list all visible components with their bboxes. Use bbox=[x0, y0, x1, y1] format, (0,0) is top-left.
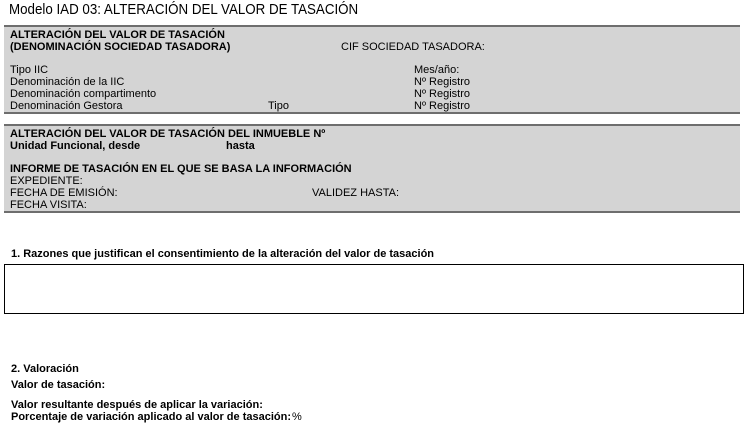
section1-heading: 1. Razones que justifican el consentimiento de la alteración del valor de tasación bbox=[11, 248, 435, 260]
validez-hasta-label: VALIDEZ HASTA: bbox=[312, 187, 400, 199]
denominacion-compartimento-label: Denominación compartimento bbox=[10, 88, 157, 100]
header-info-box bbox=[4, 25, 740, 114]
porcentaje-label: Porcentaje de variación aplicado al valor de tasación: bbox=[11, 411, 291, 423]
denominacion-iic-label: Denominación de la IIC bbox=[10, 76, 125, 88]
section2-heading: 2. Valoración bbox=[11, 363, 79, 375]
n-registro-label-2: Nº Registro bbox=[414, 88, 470, 100]
informe-heading: INFORME DE TASACIÓN EN EL QUE SE BASA LA INFORMACIÓN bbox=[10, 163, 352, 175]
fecha-emision-label: FECHA DE EMISIÓN: bbox=[10, 187, 118, 199]
mes-ano-label: Mes/año: bbox=[414, 64, 460, 76]
box1-subheading: (DENOMINACIÓN SOCIEDAD TASADORA) bbox=[10, 41, 231, 53]
box1-heading: ALTERACIÓN DEL VALOR DE TASACIÓN bbox=[10, 29, 225, 41]
reasons-textbox[interactable] bbox=[4, 264, 744, 314]
fecha-visita-label: FECHA VISITA: bbox=[10, 199, 87, 211]
unidad-funcional-label: Unidad Funcional, desde bbox=[10, 140, 141, 152]
n-registro-label-1: Nº Registro bbox=[414, 76, 470, 88]
expediente-label: EXPEDIENTE: bbox=[10, 175, 83, 187]
valor-tasacion-label: Valor de tasación: bbox=[11, 379, 106, 391]
valor-resultante-label: Valor resultante después de aplicar la variación: bbox=[11, 399, 263, 411]
n-registro-label-3: Nº Registro bbox=[414, 100, 470, 112]
page-title: Modelo IAD 03: ALTERACIÓN DEL VALOR DE TASACIÓN bbox=[9, 2, 359, 18]
tipo-iic-label: Tipo IIC bbox=[10, 64, 49, 76]
tipo-label: Tipo bbox=[268, 100, 289, 112]
percent-sign: % bbox=[292, 411, 302, 423]
denominacion-gestora-label: Denominación Gestora bbox=[10, 100, 123, 112]
inmueble-heading: ALTERACIÓN DEL VALOR DE TASACIÓN DEL INMUEBLE Nº bbox=[10, 128, 326, 140]
cif-label: CIF SOCIEDAD TASADORA: bbox=[341, 41, 485, 53]
inmueble-info-box bbox=[4, 124, 740, 213]
hasta-label: hasta bbox=[226, 140, 255, 152]
